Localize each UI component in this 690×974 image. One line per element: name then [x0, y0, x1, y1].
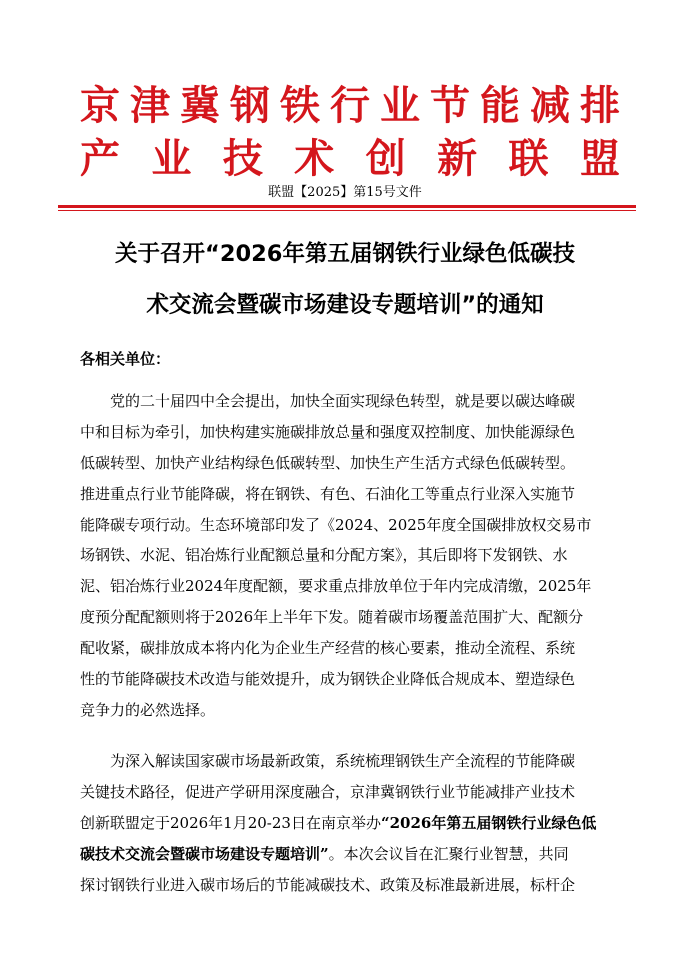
org-name-char: 京: [80, 83, 120, 129]
document-number: 联盟【2025】第15号文件: [268, 185, 422, 200]
org-name-char: 津: [130, 83, 170, 129]
org-name-char: 产: [80, 136, 120, 182]
notice-title-line1: 关于召开“2026年第五届钢铁行业绿色低碳技: [115, 241, 575, 267]
org-name-char: 铁: [280, 83, 320, 129]
paragraph-line: 泥、铝冶炼行业2024年度配额，要求重点排放单位于年内完成清缴，2025年: [80, 577, 592, 596]
org-name-char: 新: [437, 136, 478, 182]
org-name-line1: [80, 74, 620, 131]
org-name-line2: [80, 127, 620, 184]
paragraph-line: 低碳转型、加快产业结构绿色低碳转型、加快生产生活方式绿色低碳转型。: [80, 453, 576, 472]
header-divider-thick: [58, 205, 636, 208]
org-name-char: 创: [365, 136, 406, 182]
paragraph-line: 度预分配配额则将于2026年上半年下发。随着碳市场覆盖范围扩大、配额分: [80, 608, 584, 627]
org-name-char: 能: [480, 83, 520, 129]
org-name-char: 冀: [180, 83, 220, 129]
paragraph-text: 创新联盟定于2026年1月20-23日在南京举办: [80, 813, 381, 832]
org-name-char: 技: [222, 136, 263, 182]
paragraph-line: 配收紧，碳排放成本将内化为企业生产经营的核心要素，推动全流程、系统: [80, 639, 576, 658]
notice-title-line2: 术交流会暨碳市场建设专题培训”的通知: [146, 292, 544, 318]
org-name-char: 排: [580, 83, 620, 129]
paragraph-line: 性的节能降碳技术改造与能效提升，成为钢铁企业降低合规成本、塑造绿色: [80, 670, 576, 689]
org-name-char: 减: [530, 83, 570, 129]
org-name-char: 钢: [230, 83, 270, 129]
event-name-emphasis: “2026年第五届钢铁行业绿色低: [380, 813, 597, 832]
header-divider-thin: [58, 210, 636, 211]
salutation: 各相关单位：: [80, 350, 171, 368]
org-name-char: 术: [294, 136, 335, 182]
paragraph-line: 能降碳专项行动。生态环境部印发了《2024、2025年度全国碳排放权交易市: [80, 515, 592, 534]
paragraph-line: 探讨钢铁行业进入碳市场后的节能减碳技术、政策及标准最新进展，标杆企: [80, 875, 576, 894]
org-name-char: 联: [508, 136, 549, 182]
paragraph-line: [80, 808, 622, 839]
paragraph-line: 推进重点行业节能降碳，将在钢铁、有色、石油化工等重点行业深入实施节: [80, 484, 576, 503]
paragraph-line: 为深入解读国家碳市场最新政策，系统梳理钢铁生产全流程的节能降碳: [110, 752, 576, 770]
body-paragraph-1: [80, 386, 622, 726]
org-name-char: 行: [330, 83, 370, 129]
body-paragraph-2: [80, 746, 622, 900]
org-name-char: 业: [380, 83, 420, 129]
paragraph-line: 中和目标为牵引，加快构建实施碳排放总量和强度双控制度、加快能源绿色: [80, 422, 576, 441]
org-name-char: 业: [151, 136, 192, 182]
paragraph-line: 党的二十届四中全会提出，加快全面实现绿色转型，就是要以碳达峰碳: [110, 392, 576, 410]
org-name-char: 盟: [579, 136, 620, 182]
event-name-emphasis: 碳技术交流会暨碳市场建设专题培训”: [80, 844, 329, 863]
paragraph-text: 。本次会议旨在汇聚行业智慧，共同: [328, 844, 569, 863]
paragraph-line: 场钢铁、水泥、铝冶炼行业配额总量和分配方案》，其后即将下发钢铁、水: [80, 546, 568, 565]
org-name-char: 节: [430, 83, 470, 129]
paragraph-line: 竞争力的必然选择。: [80, 700, 216, 719]
paragraph-line: 关键技术路径，促进产学研用深度融合，京津冀钢铁行业节能减排产业技术: [80, 782, 576, 801]
paragraph-line: [80, 839, 622, 870]
